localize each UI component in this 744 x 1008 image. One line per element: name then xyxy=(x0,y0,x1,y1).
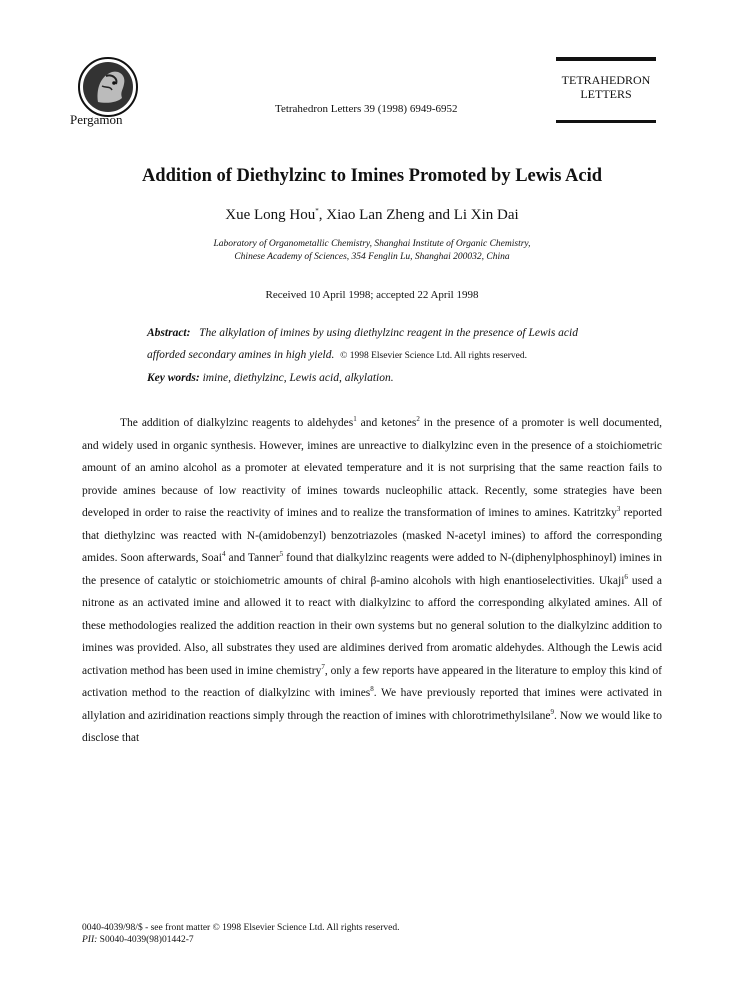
reference-mark: 1 xyxy=(353,415,357,424)
affiliation xyxy=(0,238,744,264)
affiliation-line1: Laboratory of Organometallic Chemistry, Shanghai Institute of Organic Chemistry, xyxy=(213,239,531,249)
keywords-text: imine, diethylzinc, Lewis acid, alkylation. xyxy=(202,372,394,384)
footer-copyright: 0040-4039/98/$ - see front matter © 1998 Elsevier Science Ltd. All rights reserved. xyxy=(82,923,400,933)
author-others: , Xiao Lan Zheng and Li Xin Dai xyxy=(318,207,519,223)
corresponding-author-mark: * xyxy=(315,207,319,215)
abstract-paragraph xyxy=(147,322,607,367)
reference-mark: 3 xyxy=(616,505,621,514)
body-text-run: . Now we would like to disclose that xyxy=(82,709,662,744)
received-dates: Received 10 April 1998; accepted 22 April 1998 xyxy=(265,289,479,301)
body-text-run: reported that diethylzinc was reacted with N-(amidobenzyl) benzotriazoles (masked N-acetyl imines) to afford the corresponding amides. Soon afterwards, Soai xyxy=(82,507,662,564)
reference-mark: 6 xyxy=(624,572,628,581)
abstract-label: Abstract: xyxy=(147,327,191,339)
author-corresponding: Xue Long Hou xyxy=(225,207,316,223)
pergamon-logo-icon xyxy=(76,56,140,118)
body-text-run: used a nitrone as an activated imine and allowed it to react with dialkylzinc to afford the corresponding alkylated amines. All of these methodologies realized the addition reaction in their own systems but no general solution to the dialkylzinc addition to imines was provided. Also, all substrates they used are aldimines derived from aromatic aldehydes. Although the Lewis acid activation method has been used in imine chemistry xyxy=(82,574,663,677)
abstract-text: The alkylation of imines by using diethylzinc reagent in the presence of Lewis acid afforded secondary amines in high yield. xyxy=(147,327,578,361)
body-text-run: and Tanner xyxy=(225,552,280,564)
author-list xyxy=(0,207,744,224)
pii-value: S0040-4039(98)01442-7 xyxy=(97,935,194,945)
abstract-block xyxy=(147,322,607,389)
body-text-run: . We have previously reported that imines were activated in allylation and aziridination reactions simply through the reaction of imines with chlorotrimethylsilane xyxy=(82,687,662,722)
journal-citation: Tetrahedron Letters 39 (1998) 6949-6952 xyxy=(275,103,458,115)
reference-mark: 7 xyxy=(321,662,325,671)
footer-pii xyxy=(82,934,399,946)
header-rule-bottom xyxy=(556,120,656,123)
body-text-run: , only a few reports have appeared in the literature to employ this kind of activation method to the reaction of dialkylzinc with imines xyxy=(82,664,662,699)
publisher-name: Pergamon xyxy=(70,112,123,127)
article-title: Addition of Diethylzinc to Imines Promoted by Lewis Acid xyxy=(141,166,603,186)
body-paragraph xyxy=(82,412,662,750)
reference-mark: 4 xyxy=(221,550,226,559)
body-text-run: The addition of dialkylzinc reagents to aldehydes xyxy=(120,417,354,429)
reference-mark: 5 xyxy=(279,550,284,559)
pii-label: PII: xyxy=(82,935,98,945)
footer-block xyxy=(82,922,399,946)
body-text-run: and ketones xyxy=(356,417,417,429)
journal-name-line2: LETTERS xyxy=(580,87,632,101)
affiliation-line2: Chinese Academy of Sciences, 354 Fenglin Lu, Shanghai 200032, China xyxy=(234,252,510,262)
reference-mark: 2 xyxy=(416,415,420,424)
body-text xyxy=(82,412,662,750)
body-text-run: found that dialkylzinc reagents were added to N-(diphenylphosphinoyl) imines in the presence of catalytic or stoichiometric amounts of chiral β-amino alcohols with high enantioselectivities. Ukaji xyxy=(82,552,663,587)
header-rule-top xyxy=(556,57,656,61)
reference-mark: 9 xyxy=(550,707,555,716)
abstract-copyright: © 1998 Elsevier Science Ltd. All rights reserved. xyxy=(340,351,528,361)
keywords-label: Key words: xyxy=(147,372,200,384)
body-text-run: in the presence of a promoter is well documented, and widely used in organic synthesis. However, imines are unreactive to dialkylzinc even in the presence of a stoichiometric amount of an amino alcohol as a promoter at elevated temperature and it is not surprising that the same reaction fails to provide amines because of low reactivity of imines towards nucleophilic attack. Recently, some strategies have been developed in order to raise the reactivity of imines and to realize the transformation of imines to amines. Katritzky xyxy=(82,417,663,519)
journal-name-line1: TETRAHEDRON xyxy=(561,73,651,87)
keywords-paragraph xyxy=(147,367,607,389)
journal-name xyxy=(556,73,656,101)
reference-mark: 8 xyxy=(370,685,374,694)
